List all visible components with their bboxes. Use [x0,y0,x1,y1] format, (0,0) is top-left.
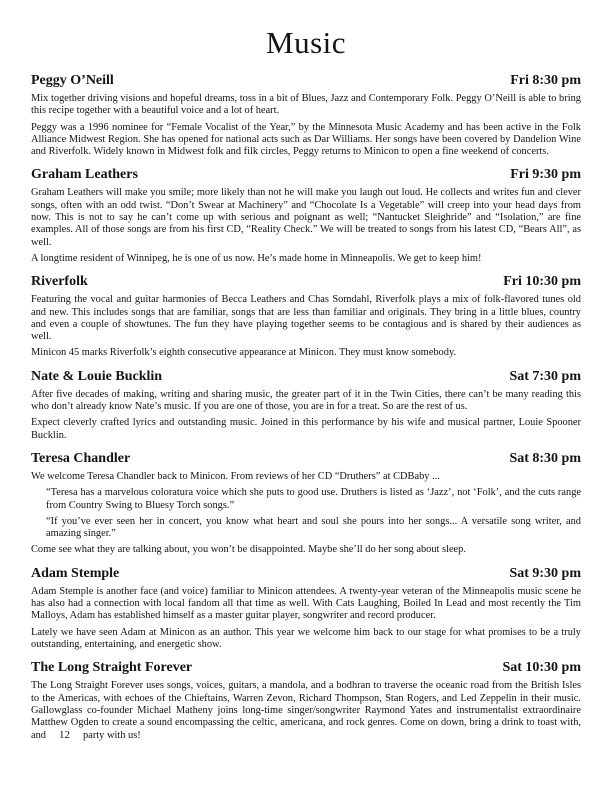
section-paragraph: After five decades of making, writing and sharing music, the greater part of it in the Twin Cities, there can’t be many reading this who don’t already know Nate’s music. If you are one of those, you are in for a treat. So are the rest of us. [31,388,581,413]
section-paragraph: Graham Leathers will make you smile; more likely than not he will make you laugh out loud. He collects and writes fun and clever songs, often with an odd twist. “Don’t Swear at Machinery” and “Chocolate Is a Vegetable” will creep into your head days from now. This is not to say he can’t come up with serious and poignant as well; “Nantucket Sleighride” and “Isolation,” are fine examples. All of those songs are from his first CD, “Reality Check.” We will be treated to songs from his latest CD, “Bears All”, as well. [31,187,581,248]
performance-time: Fri 8:30 pm [510,73,581,88]
performer-name: Riverfolk [31,274,88,290]
section-header [31,273,581,290]
performance-time: Sat 8:30 pm [509,450,581,466]
section-paragraph: A longtime resident of Winnipeg, he is one of us now. He’s made home in Minneapolis. We get to keep him! [31,252,482,264]
section-paragraph [31,680,581,742]
performance-time: Sat 10:30 pm [502,660,581,676]
section-riverfolk [31,273,581,359]
performer-name: The Long Straight Forever [31,660,193,676]
section-peggy-oneill [31,72,581,158]
section-header [31,565,581,582]
performance-time: Sat 7:30 pm [509,368,581,384]
performance-time: Sat 9:30 pm [509,565,581,581]
section-header [31,72,581,89]
paragraph-text-before-page-number: The Long Straight Forever uses songs, voices, guitars, a mandola, and a bodhran to traverse the oceanic road from the British Isles to the Americas, with echoes of the Chieftains, Warren Zevon, Richard Thompson, Stan Rogers, and Led Zeppelin in their music. Gallowglass co-founder Michael Matheny joins long-time singer/songwriter Raymond Yates and instrumentalist extraordinaire Matthew Ogden to create a sound encompassing the celtic, americana, and rock genres. Come on down, bring a drink to toast with, and [31,680,581,742]
performer-name: Peggy O’Neill [31,73,114,88]
section-header [31,450,581,467]
section-paragraph: Peggy was a 1996 nominee for “Female Vocalist of the Year,” by the Minnesota Music Academy and has been active in the Folk Alliance Midwest Region. She has opened for national acts such as Dar Williams. Her songs have been covered by Dandelion Wine and Riverfolk. Widely known in Midwest folk and filk circles, Peggy returns to Minicon to open a fine weekend of concerts. [31,121,581,158]
performer-name: Graham Leathers [31,167,138,183]
section-teresa-chandler [31,450,581,557]
paragraph-text-after-page-number: party with us! [83,730,141,742]
section-paragraph: We welcome Teresa Chandler back to Minicon. From reviews of her CD “Druthers” at CDBaby ... [31,470,440,482]
section-graham-leathers [31,166,581,265]
section-the-long-straight-forever [31,659,581,742]
section-paragraph: Adam Stemple is another face (and voice) familiar to Minicon attendees. A twenty-year veteran of the Minneapolis music scene he has also had a connection with local fandom all that time as well. With Cats Laughing, Boiled In Lead and most recently the Tim Malloys, Adam has established himself as a master guitar player, songwriter and record producer. [31,585,581,622]
section-header [31,659,581,676]
section-header [31,368,581,385]
performance-time: Fri 10:30 pm [503,274,581,290]
section-paragraph: Featuring the vocal and guitar harmonies of Becca Leathers and Chas Somdahl, Riverfolk plays a mix of folk-flavored tunes old and new. This includes songs that are familiar, songs that are less than familiar and originals. They bring in a little blues, country and even a couple of showtunes. The fun they have playing together seems to be contagious and is shared by their audiences as well. [31,294,581,343]
section-paragraph: Expect cleverly crafted lyrics and outstanding music. Joined in this performance by his wife and musical partner, Louie Spooner Bucklin. [31,417,581,441]
performer-name: Nate & Louie Bucklin [31,368,163,384]
performer-name: Adam Stemple [31,565,120,581]
section-paragraph: Minicon 45 marks Riverfolk’s eighth consecutive appearance at Minicon. They must know somebody. [31,347,457,359]
performance-time: Fri 9:30 pm [510,167,581,183]
page-title: Music [266,25,346,60]
section-nate-louie-bucklin [31,368,581,442]
review-quote: “Teresa has a marvelous coloratura voice which she puts to good use. Druthers is listed as ‘Jazz’, not ‘Folk’, and the cuts range from Country Swing to Bluesy Torch songs.” [46,487,581,511]
performer-name: Teresa Chandler [31,450,131,466]
review-quote: “If you’ve ever seen her in concert, you know what heart and soul she pours into her songs... A versatile song writer, and amazing singer.” [46,515,581,540]
section-paragraph: Come see what they are talking about, you won’t be disappointed. Maybe she’ll do her song about sleep. [31,544,466,556]
section-paragraph: Lately we have seen Adam at Minicon as an author. This year we welcome him back to our stage for what promises to be a truly outstanding, entertaining, and energetic show. [31,626,581,650]
section-paragraph: Mix together driving visions and hopeful dreams, toss in a bit of Blues, Jazz and Contemporary Folk. Peggy O’Neill is able to bring this recipe together with a beautiful voice and a lot of heart. [31,93,581,117]
section-header [31,166,581,183]
section-adam-stemple [31,565,581,651]
page-number: 12 [59,729,71,742]
